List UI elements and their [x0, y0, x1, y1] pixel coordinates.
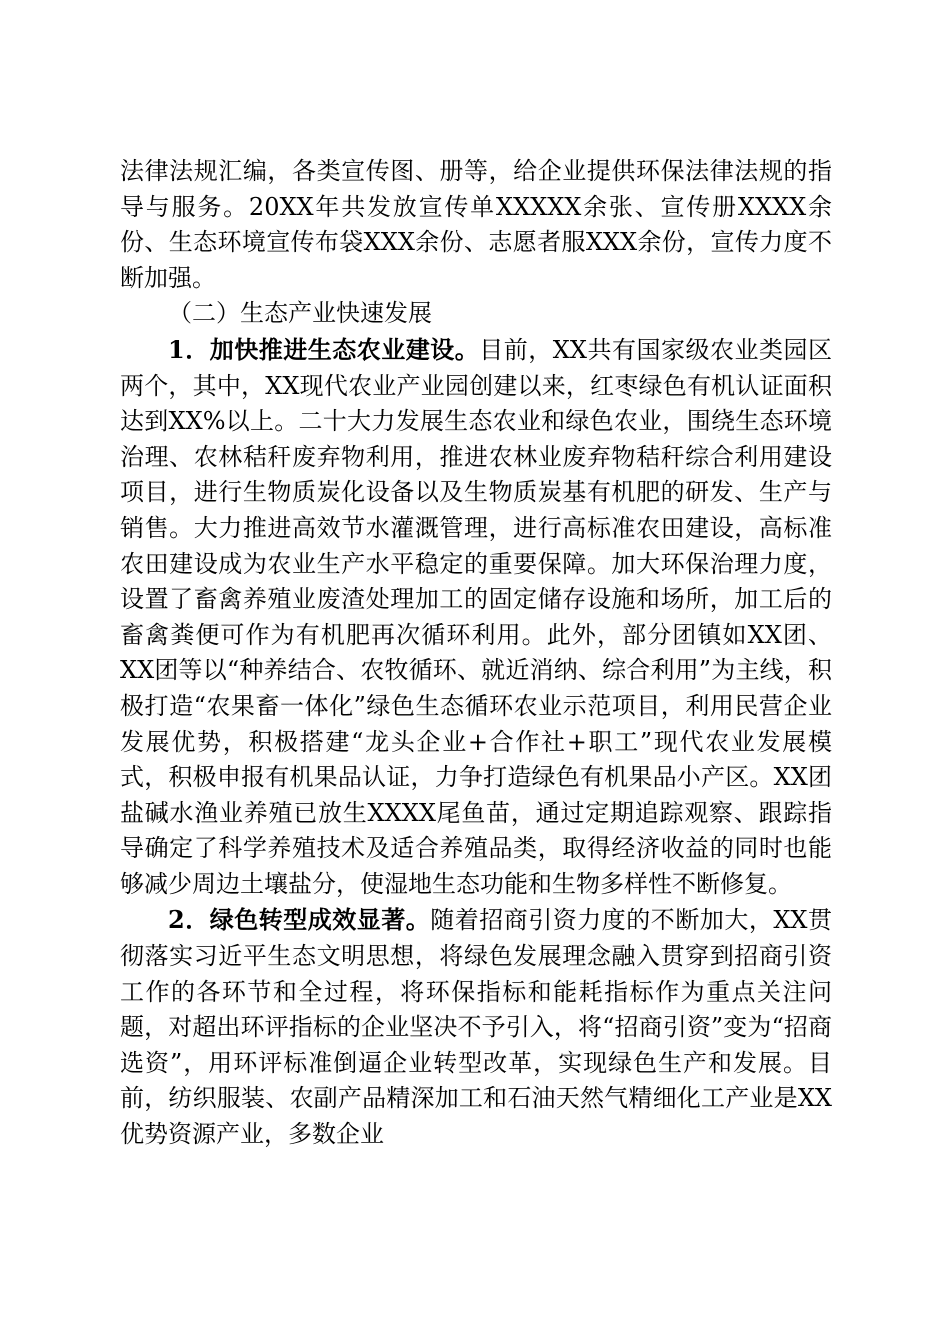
paragraph-intro: 法律法规汇编，各类宣传图、册等，给企业提供环保法律法规的指导与服务。20XX年共发放宣传单XXXXX余张、宣传册XXXX余份、生态环境宣传布袋XXX余份、志愿者服XXX余份，宣传力度不断加强。: [120, 157, 832, 292]
document-page: [120, 154, 832, 1153]
paragraph-item-1: [120, 332, 832, 903]
item-1-body: 目前，XX共有国家级农业类园区两个，其中，XX现代农业产业园创建以来，红枣绿色有机认证面积达到XX%以上。二十大力发展生态农业和绿色农业，围绕生态环境治理、农林秸秆废弃物利用，推进农林业废弃物秸秆综合利用建设项目，进行生物质炭化设备以及生物质炭基有机肥的研发、生产与销售。大力推进高效节水灌溉管理，进行高标准农田建设，高标准农田建设成为农业生产水平稳定的重要保障。加大环保治理力度，设置了畜禽养殖业废渣处理加工的固定储存设施和场所，加工后的畜禽粪便可作为有机肥再次循环利用。此外，部分团镇如XX团、XX团等以“种养结合、农牧循环、就近消纳、综合利用”为主线，积极打造“农果畜一体化”绿色生态循环农业示范项目，利用民营企业发展优势，积极搭建“龙头企业+合作社+职工”现代农业发展模式，积极申报有机果品认证，力争打造绿色有机果品小产区。XX团盐碱水渔业养殖已放生XXXX尾鱼苗，通过定期追踪观察、跟踪指导确定了科学养殖技术及适合养殖品类，取得经济收益的同时也能够减少周边土壤盐分，使湿地生态功能和生物多样性不断修复。: [120, 335, 832, 898]
item-1-lead: 1．加快推进生态农业建设。: [168, 334, 480, 364]
item-2-lead: 2．绿色转型成效显著。: [168, 905, 431, 935]
paragraph-item-2: [120, 902, 832, 1152]
section-heading: （二）生态产业快速发展: [168, 299, 432, 328]
item-2-body: 随着招商引资力度的不断加大，XX贯彻落实习近平生态文明思想，将绿色发展理念融入贯穿到招商引资工作的各环节和全过程，将环保指标和能耗指标作为重点关注问题，对超出环评指标的企业坚决不予引入，将“招商引资”变为“招商选资”，用环评标准倒逼企业转型改革，实现绿色生产和发展。目前，纺织服装、农副产品精深加工和石油天然气精细化工产业是XX优势资源产业，多数企业: [120, 906, 833, 1149]
